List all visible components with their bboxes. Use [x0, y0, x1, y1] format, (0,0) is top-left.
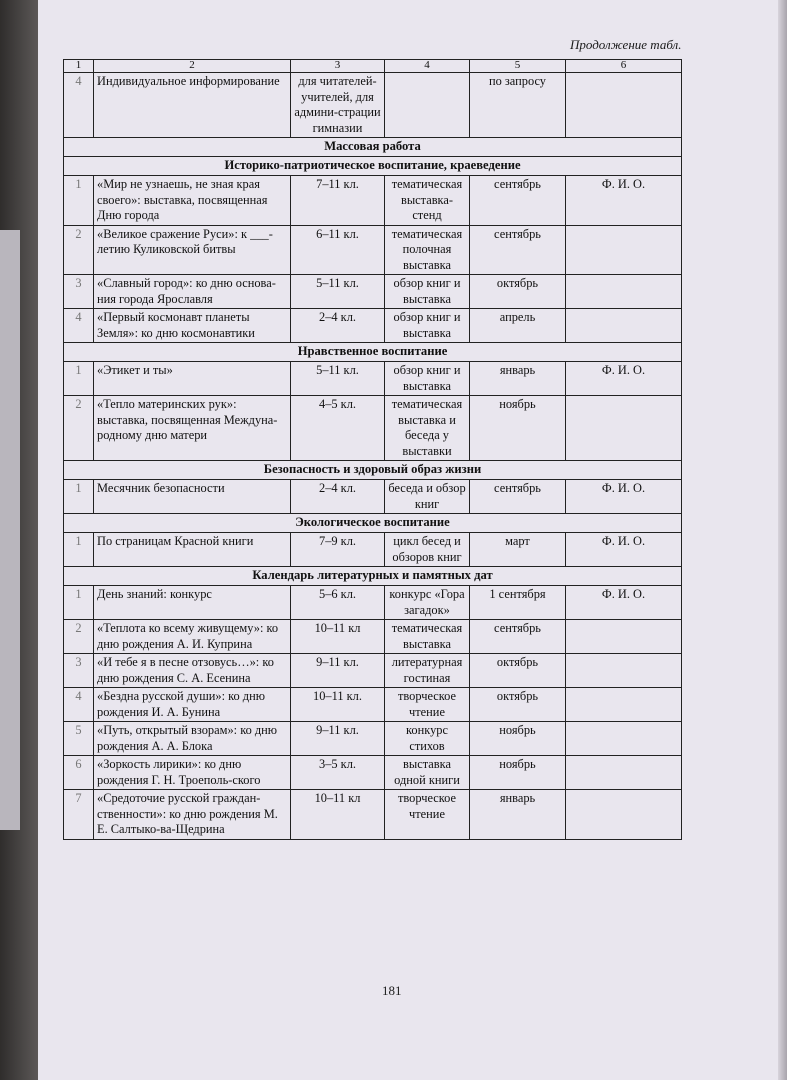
audience: 10–11 кл: [291, 790, 385, 840]
section-title: Календарь литературных и памятных дат: [64, 567, 682, 586]
responsible: [566, 688, 682, 722]
row-number: 2: [64, 225, 94, 275]
table-row: [64, 654, 682, 688]
audience: 10–11 кл: [291, 620, 385, 654]
table-row: [64, 73, 682, 138]
section-title: Безопасность и здоровый образ жизни: [64, 461, 682, 480]
event-date: ноябрь: [470, 756, 566, 790]
event-form: обзор книг и выставка: [385, 275, 470, 309]
event-name: Месячник безопасности: [94, 480, 291, 514]
row-number: 6: [64, 756, 94, 790]
audience: для читателей-учителей, для админи-страции гимназии: [291, 73, 385, 138]
event-name: «Великое сражение Руси»: к ___-летию Куликовской битвы: [94, 225, 291, 275]
event-name: «Первый космонавт планеты Земля»: ко дню космонавтики: [94, 309, 291, 343]
col-num-2: 2: [94, 60, 291, 73]
responsible: [566, 225, 682, 275]
event-name: «Теплота ко всему живущему»: ко дню рождения А. И. Куприна: [94, 620, 291, 654]
table-row: [64, 722, 682, 756]
events-table: [63, 59, 682, 840]
col-num-5: 5: [470, 60, 566, 73]
event-date: октябрь: [470, 654, 566, 688]
row-number: 4: [64, 73, 94, 138]
row-number: 5: [64, 722, 94, 756]
facing-page-edge: [0, 230, 20, 830]
responsible: [566, 309, 682, 343]
col-num-3: 3: [291, 60, 385, 73]
responsible: [566, 620, 682, 654]
book-binding: [0, 0, 38, 1080]
table-row: [64, 176, 682, 226]
table-row: [64, 396, 682, 461]
event-name: «Путь, открытый взорам»: ко дню рождения А. А. Блока: [94, 722, 291, 756]
responsible: Ф. И. О.: [566, 176, 682, 226]
section-heading: [64, 514, 682, 533]
event-form: тематическая выставка: [385, 620, 470, 654]
event-date: январь: [470, 790, 566, 840]
event-name: «Тепло материнских рук»: выставка, посвященная Междуна-родному дню матери: [94, 396, 291, 461]
table-row: [64, 309, 682, 343]
responsible: [566, 790, 682, 840]
event-name: «Зоркость лирики»: ко дню рождения Г. Н. Троеполь-ского: [94, 756, 291, 790]
event-name: «Мир не узнаешь, не зная края своего»: выставка, посвященная Дню города: [94, 176, 291, 226]
audience: 9–11 кл.: [291, 722, 385, 756]
event-name: «Средоточие русской граждан-ственности»: ко дню рождения М. Е. Салтыко-ва-Щедрина: [94, 790, 291, 840]
audience: 7–9 кл.: [291, 533, 385, 567]
event-form: творческое чтение: [385, 688, 470, 722]
responsible: Ф. И. О.: [566, 362, 682, 396]
event-date: октябрь: [470, 688, 566, 722]
row-number: 7: [64, 790, 94, 840]
audience: 6–11 кл.: [291, 225, 385, 275]
event-form: тематическая выставка-стенд: [385, 176, 470, 226]
event-name: По страницам Красной книги: [94, 533, 291, 567]
section-heading: [64, 567, 682, 586]
event-date: ноябрь: [470, 396, 566, 461]
table-row: [64, 620, 682, 654]
table-row: [64, 362, 682, 396]
table-row: [64, 533, 682, 567]
section-title: Нравственное воспитание: [64, 343, 682, 362]
event-name: «Этикет и ты»: [94, 362, 291, 396]
audience: 5–11 кл.: [291, 275, 385, 309]
section-heading: [64, 157, 682, 176]
main-section-title: Массовая работа: [64, 138, 682, 157]
row-number: 1: [64, 480, 94, 514]
event-form: творческое чтение: [385, 790, 470, 840]
table-row: [64, 790, 682, 840]
continuation-note: Продолжение табл.: [570, 37, 682, 52]
section-heading: [64, 461, 682, 480]
row-number: 1: [64, 362, 94, 396]
section-heading: [64, 138, 682, 157]
page-number: 181: [382, 983, 402, 998]
responsible: [566, 275, 682, 309]
section-title: Историко-патриотическое воспитание, краеведение: [64, 157, 682, 176]
section-heading: [64, 343, 682, 362]
responsible: Ф. И. О.: [566, 586, 682, 620]
event-form: конкурс «Гора загадок»: [385, 586, 470, 620]
col-num-1: 1: [64, 60, 94, 73]
table-row: [64, 586, 682, 620]
event-name: «Славный город»: ко дню основа-ния города Ярославля: [94, 275, 291, 309]
audience: 4–5 кл.: [291, 396, 385, 461]
audience: 9–11 кл.: [291, 654, 385, 688]
event-form: тематическая полочная выставка: [385, 225, 470, 275]
row-number: 1: [64, 533, 94, 567]
audience: 3–5 кл.: [291, 756, 385, 790]
row-number: 3: [64, 275, 94, 309]
event-date: по запросу: [470, 73, 566, 138]
responsible: [566, 396, 682, 461]
row-number: 1: [64, 586, 94, 620]
table-row: [64, 480, 682, 514]
table-row: [64, 275, 682, 309]
event-date: март: [470, 533, 566, 567]
event-form: беседа и обзор книг: [385, 480, 470, 514]
event-name: «И тебе я в песне отзовусь…»: ко дню рождения С. А. Есенина: [94, 654, 291, 688]
event-name: «Бездна русской души»: ко дню рождения И. А. Бунина: [94, 688, 291, 722]
row-number: 1: [64, 176, 94, 226]
event-date: апрель: [470, 309, 566, 343]
event-date: сентябрь: [470, 176, 566, 226]
page-edge: [778, 0, 787, 1080]
section-title: Экологическое воспитание: [64, 514, 682, 533]
event-date: сентябрь: [470, 620, 566, 654]
column-number-row: [64, 60, 682, 73]
event-date: январь: [470, 362, 566, 396]
event-form: обзор книг и выставка: [385, 309, 470, 343]
event-name: Индивидуальное информирование: [94, 73, 291, 138]
event-form: обзор книг и выставка: [385, 362, 470, 396]
event-date: сентябрь: [470, 225, 566, 275]
audience: 10–11 кл.: [291, 688, 385, 722]
responsible: [566, 756, 682, 790]
responsible: [566, 654, 682, 688]
audience: 5–11 кл.: [291, 362, 385, 396]
event-name: День знаний: конкурс: [94, 586, 291, 620]
event-form: выставка одной книги: [385, 756, 470, 790]
event-form: тематическая выставка и беседа у выставки: [385, 396, 470, 461]
audience: 2–4 кл.: [291, 480, 385, 514]
row-number: 2: [64, 620, 94, 654]
responsible: [566, 722, 682, 756]
audience: 7–11 кл.: [291, 176, 385, 226]
event-date: 1 сентября: [470, 586, 566, 620]
responsible: Ф. И. О.: [566, 533, 682, 567]
row-number: 4: [64, 309, 94, 343]
table-row: [64, 225, 682, 275]
event-form: конкурс стихов: [385, 722, 470, 756]
row-number: 3: [64, 654, 94, 688]
row-number: 2: [64, 396, 94, 461]
table-row: [64, 688, 682, 722]
table-row: [64, 756, 682, 790]
audience: 2–4 кл.: [291, 309, 385, 343]
event-date: октябрь: [470, 275, 566, 309]
event-form: [385, 73, 470, 138]
col-num-4: 4: [385, 60, 470, 73]
event-form: литературная гостиная: [385, 654, 470, 688]
responsible: [566, 73, 682, 138]
responsible: Ф. И. О.: [566, 480, 682, 514]
col-num-6: 6: [566, 60, 682, 73]
row-number: 4: [64, 688, 94, 722]
event-form: цикл бесед и обзоров книг: [385, 533, 470, 567]
audience: 5–6 кл.: [291, 586, 385, 620]
event-date: ноябрь: [470, 722, 566, 756]
event-date: сентябрь: [470, 480, 566, 514]
